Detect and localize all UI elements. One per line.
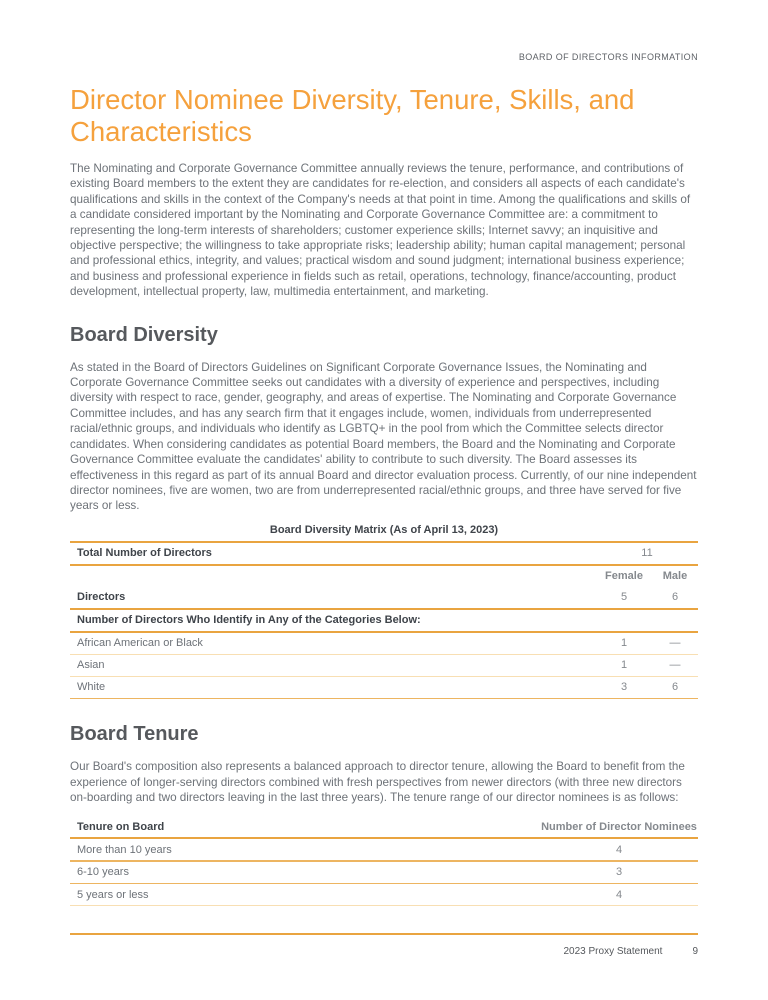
section-heading-board-tenure: Board Tenure <box>70 723 199 746</box>
footer-label: 2023 Proxy Statement <box>563 946 663 957</box>
table-title: Board Diversity Matrix (As of April 13, 2023) <box>269 523 499 536</box>
directors-male-value: 6 <box>671 591 679 604</box>
section-heading-board-diversity: Board Diversity <box>70 323 218 346</box>
board-tenure-paragraph: Our Board's composition also represents a balanced approach to director tenure, allowing the Board to benefit from the experience of longer-serving directors combined with fresh perspectives from newer directors (with three new directors on-boarding and two directors leaving in the last three years). The tenure range of our director nominees is as follows: <box>70 760 685 805</box>
intro-paragraph: The Nominating and Corporate Governance Committee annually reviews the tenure, performance, and contributions of existing Board members to the extent they are candidates for re-election, and considers all aspects of each candidate's qualifications and skills in the context of the Company's needs at that point in time. Among the qualifications and skills of a candidate considered important by the Nominating and Corporate Governance Committee are: a commitment to representing the long-term interests of shareholders; customer experience skills; Internet savvy; an inquisitive and objective perspective; the willingness to take appropriate risks; leadership ability; human capital management; personal and professional ethics, integrity, and values; practical wisdom and sound judgment; international business experience; and business and professional experience in fields such as retail, operations, technology, finance/accounting, product development, intellectual property, law, multimedia entertainment, and marketing. <box>70 162 691 299</box>
female-value: 1 <box>620 637 628 650</box>
row-label: More than 10 years <box>77 843 172 856</box>
footer-rule <box>70 933 698 935</box>
table-row <box>70 677 698 698</box>
nominees-value: 4 <box>615 888 623 901</box>
board-tenure-table <box>70 816 698 906</box>
column-header-female: Female <box>605 570 643 583</box>
directors-female-value: 5 <box>620 591 628 604</box>
table-row <box>70 884 698 905</box>
board-diversity-matrix-table <box>70 524 698 700</box>
male-value: 6 <box>671 681 679 694</box>
row-label: Directors <box>77 591 126 604</box>
table-header-row <box>70 816 698 837</box>
table-row-categories-header <box>70 610 698 631</box>
table-rule <box>70 698 698 700</box>
row-label: Asian <box>77 659 105 672</box>
nominees-value: 4 <box>615 843 623 856</box>
total-directors-value: 11 <box>641 547 653 560</box>
row-label: White <box>77 681 106 694</box>
table-row-directors <box>70 587 698 608</box>
row-label: 6-10 years <box>77 866 129 879</box>
categories-header-label: Number of Directors Who Identify in Any of the Categories Below: <box>77 614 421 627</box>
table-row <box>70 839 698 860</box>
column-header-nominees: Number of Director Nominees <box>541 820 697 833</box>
row-label: Total Number of Directors <box>77 547 212 560</box>
male-value: — <box>669 659 681 672</box>
column-header-male: Male <box>662 570 688 583</box>
table-row <box>70 862 698 883</box>
page-number: 9 <box>692 946 698 957</box>
running-header: BOARD OF DIRECTORS INFORMATION <box>518 52 698 62</box>
table-rule <box>70 905 698 906</box>
page-footer <box>70 933 698 957</box>
table-header-row <box>70 566 698 587</box>
female-value: 3 <box>620 681 628 694</box>
nominees-value: 3 <box>615 866 623 879</box>
table-row <box>70 633 698 654</box>
footer-text <box>70 946 698 957</box>
female-value: 1 <box>620 659 628 672</box>
male-value: — <box>669 637 681 650</box>
table-row-total <box>70 543 698 564</box>
board-diversity-paragraph: As stated in the Board of Directors Guidelines on Significant Corporate Governance Issues, the Nominating and Corporate Governance Committee seeks out candidates with a diversity of experience and perspectives, including diversity with respect to race, gender, geography, and areas of expertise. The Nominating and Corporate Governance Committee includes, and has any search firm that it engages include, women, individuals from underrepresented racial/ethnic groups, and individuals who identify as LGBTQ+ in the pool from which the Committee selects director candidates. When considering candidates as potential Board members, the Board and the Nominating and Corporate Governance Committee evaluate the candidates' ability to contribute to such diversity. The Board assesses its effectiveness in this regard as part of its annual Board and director evaluation process. Currently, of our nine independent director nominees, five are women, two are from underrepresented racial/ethnic groups, and three have served for five years or less. <box>70 360 697 513</box>
column-header-tenure: Tenure on Board <box>77 820 165 833</box>
row-label: African American or Black <box>77 637 203 650</box>
table-row <box>70 655 698 676</box>
row-label: 5 years or less <box>77 888 149 901</box>
page-title: Director Nominee Diversity, Tenure, Skills, and Characteristics <box>70 84 635 147</box>
